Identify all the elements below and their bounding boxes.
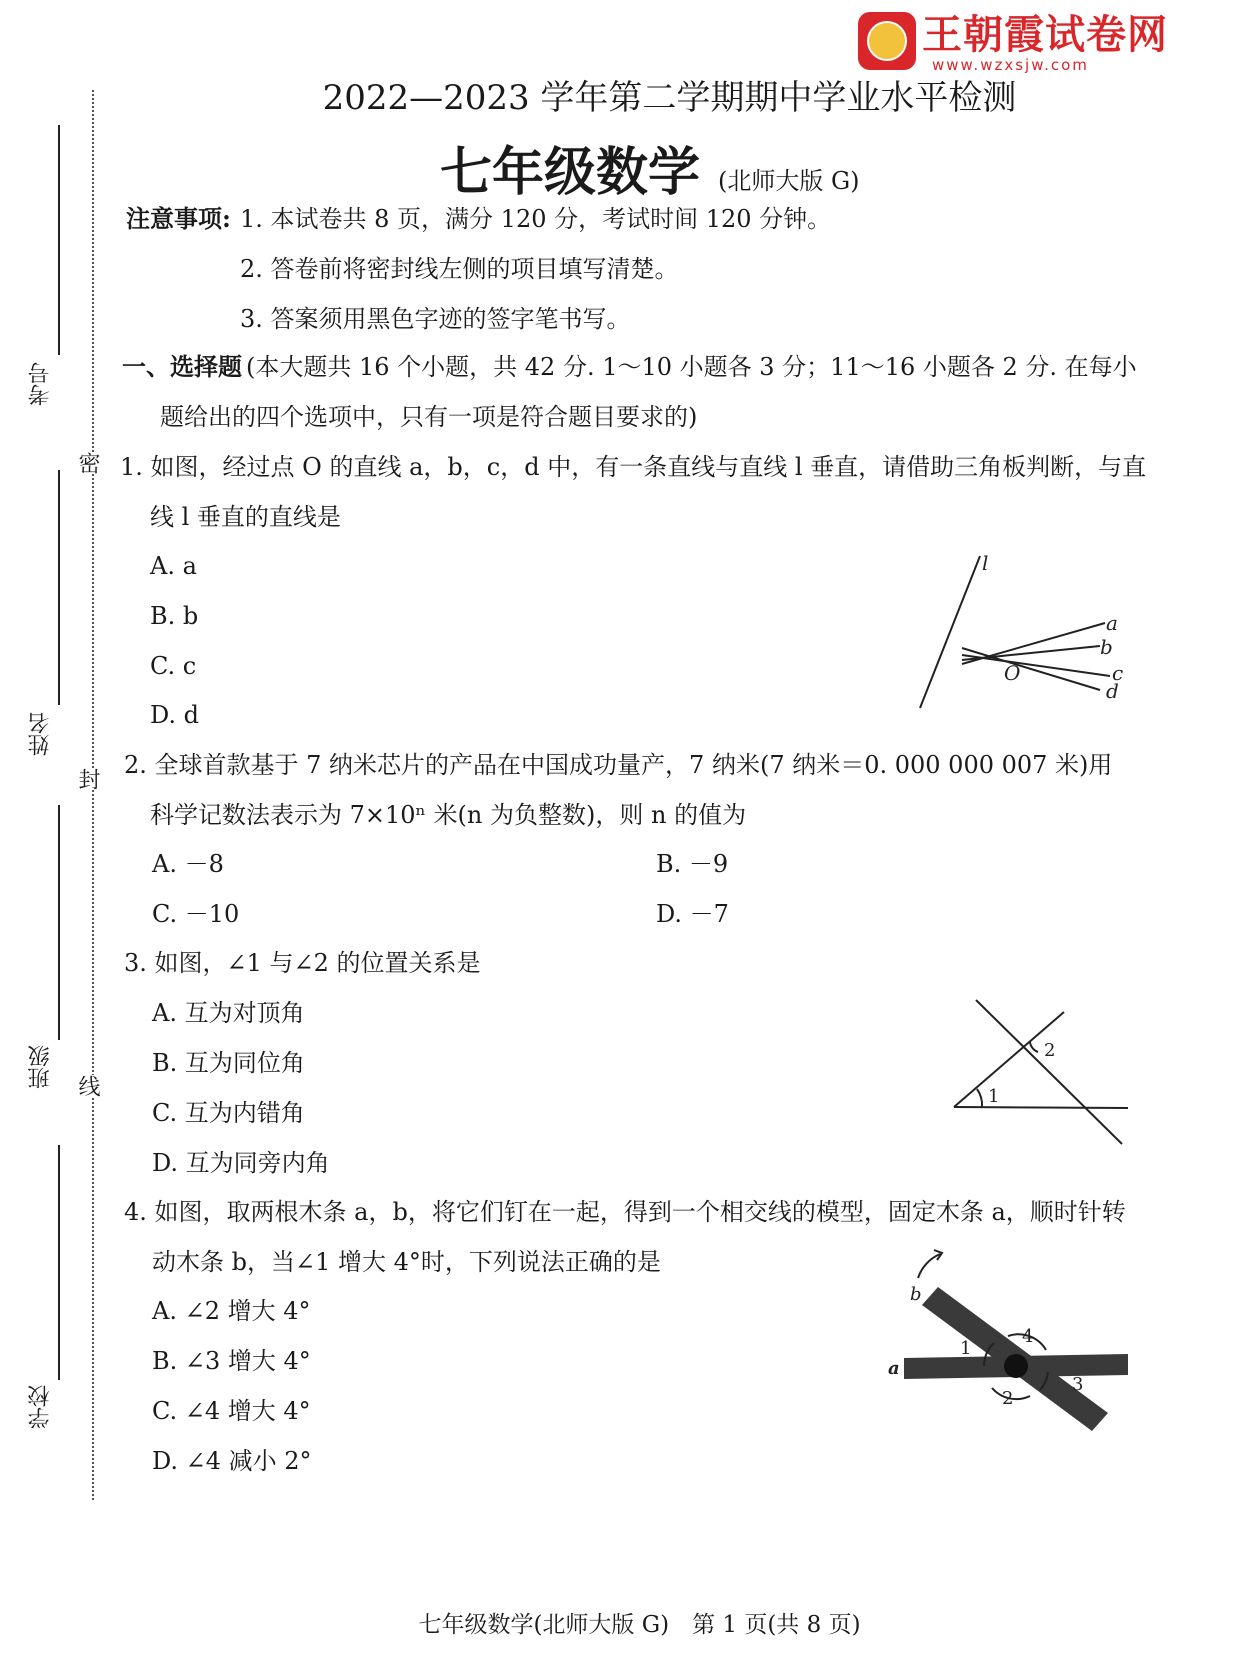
edition-label: (北师大版 G): [718, 167, 860, 195]
line-d: [962, 648, 1100, 690]
line-l: [920, 556, 980, 708]
q2-option-d: D. －7: [656, 900, 729, 928]
question-4-text: 4. 如图，取两根木条 a，b，将它们钉在一起，得到一个相交线的模型，固定木条 a，顺时针转: [124, 1198, 1126, 1226]
q3-option-b: B. 互为同位角: [152, 1049, 305, 1077]
label-o: O: [1004, 661, 1021, 685]
question-4-text: 动木条 b，当∠1 增大 4°时，下列说法正确的是: [152, 1248, 661, 1276]
q3-option-c: C. 互为内错角: [152, 1099, 305, 1127]
question-1-text: 线 l 垂直的直线是: [150, 503, 341, 531]
exam-title: 2022—2023 学年第二学期期中学业水平检测: [322, 78, 1017, 118]
q3-option-a: A. 互为对顶角: [152, 999, 305, 1027]
main-title: 七年级数学: [440, 142, 701, 203]
label-2: 2: [1002, 1388, 1014, 1409]
q4-option-d: D. ∠4 减小 2°: [152, 1447, 312, 1475]
section-desc: 题给出的四个选项中，只有一项是符合题目要求的): [160, 403, 698, 431]
label-3: 3: [1072, 1374, 1084, 1395]
rotation-arrow: [918, 1254, 940, 1278]
question-3-text: 3. 如图，∠1 与∠2 的位置关系是: [124, 949, 481, 977]
label-b: b: [910, 1284, 922, 1305]
field-label-class: 班级: [28, 1045, 53, 1089]
logo-name: 王朝霞试卷网: [922, 12, 1168, 58]
q2-option-a: A. －8: [152, 850, 224, 878]
label-2: 2: [1044, 1040, 1056, 1061]
q1-option-b: B. b: [150, 602, 199, 630]
q1-option-d: D. d: [150, 701, 200, 729]
label-1: 1: [988, 1086, 1000, 1107]
q3-figure: [940, 990, 1140, 1150]
q1-option-c: C. c: [150, 652, 197, 680]
label-a: a: [888, 1358, 900, 1379]
label-l: l: [982, 551, 989, 575]
logo-badge: [858, 12, 916, 70]
note-item: 1. 本试卷共 8 页，满分 120 分，考试时间 120 分钟。: [240, 205, 832, 233]
q4-option-a: A. ∠2 增大 4°: [152, 1297, 311, 1325]
question-2-text: 2. 全球首款基于 7 纳米芯片的产品在中国成功量产，7 纳米(7 纳米＝0. 000 000 007 米)用: [124, 751, 1113, 779]
horizontal-line: [954, 1107, 1128, 1108]
q3-option-d: D. 互为同旁内角: [152, 1149, 330, 1177]
question-1-text: 1. 如图，经过点 O 的直线 a，b，c，d 中，有一条直线与直线 l 垂直，请借助三角板判断，与直: [120, 453, 1147, 481]
angle-2-arc: [1030, 1042, 1038, 1052]
label-d: d: [1106, 679, 1119, 703]
field-label-school: 学校: [28, 1385, 53, 1429]
q4-option-c: C. ∠4 增大 4°: [152, 1397, 311, 1425]
page-footer: 七年级数学(北师大版 G) 第 1 页(共 8 页): [418, 1612, 861, 1638]
section-heading: 一、选择题: [122, 352, 242, 381]
field-line-exam-no: [58, 125, 60, 355]
logo-url: www.wzxsjw.com: [932, 56, 1089, 74]
cross-line: [976, 1000, 1122, 1144]
angle-1-arc: [977, 1089, 982, 1107]
line-c: [962, 655, 1110, 676]
q1-figure: [900, 540, 1140, 720]
label-1: 1: [960, 1338, 972, 1359]
binding-dashed-line: [92, 90, 94, 1500]
note-item: 3. 答案须用黑色字迹的签字笔书写。: [240, 305, 631, 333]
field-line-school: [58, 1145, 60, 1380]
field-label-exam-no: 考号: [28, 362, 53, 406]
notes-label: 注意事项:: [126, 204, 231, 233]
nail: [1004, 1354, 1028, 1378]
field-line-name: [58, 470, 60, 705]
seal-char-mi: 密: [75, 452, 100, 474]
q1-option-a: A. a: [150, 552, 197, 580]
q2-option-c: C. －10: [152, 900, 240, 928]
section-desc: (本大题共 16 个小题，共 42 分. 1～10 小题各 3 分；11～16 小题各 2 分. 在每小: [246, 353, 1137, 381]
q4-option-b: B. ∠3 增大 4°: [152, 1347, 311, 1375]
field-label-name: 姓名: [28, 712, 53, 756]
seal-char-xian: 线: [75, 1075, 100, 1097]
label-c: c: [1112, 661, 1124, 685]
label-b: b: [1100, 635, 1113, 659]
question-2-text: 科学记数法表示为 7×10ⁿ 米(n 为负整数)，则 n 的值为: [150, 801, 747, 829]
label-a: a: [1106, 611, 1118, 635]
seal-char-feng: 封: [75, 768, 100, 790]
q2-option-b: B. －9: [656, 850, 729, 878]
q4-figure: [880, 1240, 1130, 1440]
note-item: 2. 答卷前将密封线左侧的项目填写清楚。: [240, 255, 679, 283]
label-4: 4: [1022, 1326, 1034, 1347]
field-line-class: [58, 805, 60, 1040]
